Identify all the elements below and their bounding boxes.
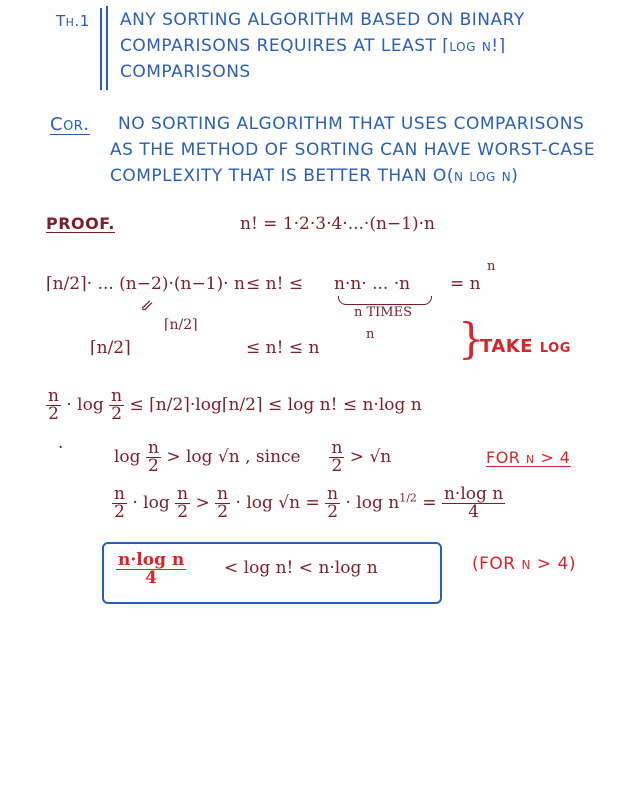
inequality-1-right: = n — [450, 274, 481, 294]
take-log-brace: } — [458, 314, 486, 363]
theorem-label: Th.1 — [56, 12, 90, 30]
corollary-line-2: AS THE METHOD OF SORTING CAN HAVE WORST-CASE — [110, 140, 596, 160]
n-times-label: n TIMES — [354, 305, 413, 320]
log-inequality: $\frac{n}{2}$ · log $\frac{n}{2}$ ≤ ⌈n/2⌉·log⌈n/2⌉ ≤ log n! ≤ n·log n — [48, 386, 422, 424]
theorem-line-2: COMPARISONS REQUIRES AT LEAST ⌈log n!⌉ — [120, 36, 506, 56]
theorem-line-3: COMPARISONS — [120, 62, 251, 82]
theorem-line-1: ANY SORTING ALGORITHM BASED ON BINARY — [120, 10, 525, 30]
factorial-definition: n! = 1·2·3·4·...·(n−1)·n — [240, 214, 435, 234]
chain-result-fraction: $\frac{\text{n·log n}}{4}$ — [443, 484, 504, 522]
inequality-2-superscript: ⌈n/2⌉ — [164, 317, 198, 333]
final-result-inequality: < log n! < n·log n — [224, 558, 378, 578]
since-inequality: log $\frac{n}{2}$ > log √n , since $\frac{n}{2}$ > √n — [114, 438, 392, 476]
theorem-bar-1 — [100, 8, 102, 90]
arrow-mark: ⇙ — [140, 296, 154, 315]
inequality-1-product: n·n· ... ·n — [334, 274, 411, 294]
inequality-2-mid: ≤ n! ≤ n — [246, 338, 320, 358]
fraction-n-over-2: $\frac{n}{2}$ — [48, 386, 59, 424]
proof-label: PROOF. — [46, 214, 115, 233]
for-n-condition: FOR n > 4 — [486, 448, 571, 467]
inequality-2-exponent: n — [366, 327, 375, 342]
inequality-2-a: ⌈n/2⌉ — [90, 338, 131, 358]
corollary-line-3: COMPLEXITY THAT IS BETTER THAN O(n log n) — [110, 166, 519, 186]
chain-equality: $\frac{n}{2}$ · log $\frac{n}{2}$ > $\frac{n}{2}$ · log √n = $\frac{n}{2}$ · $\log n^{1/2}$ = $\frac{\text{n·log n}}{4}$ — [114, 484, 504, 522]
theorem-bar-2 — [106, 6, 108, 90]
take-log-label: TAKE log — [480, 336, 571, 357]
n-times-brace — [338, 296, 432, 305]
inequality-1-mid: ≤ n! ≤ — [246, 274, 304, 294]
inequality-1-exponent: n — [487, 259, 496, 274]
fraction-n-over-2-b: $\frac{n}{2}$ — [111, 386, 123, 424]
corollary-label: Cor. — [50, 114, 90, 135]
corollary-line-1: NO SORTING ALGORITHM THAT USES COMPARISONS — [118, 114, 585, 134]
inequality-1-left: ⌈n/2⌉· ... (n−2)·(n−1)· n — [46, 274, 245, 294]
final-result-condition: (FOR n > 4) — [472, 554, 576, 574]
bullet-mark: · — [58, 438, 64, 458]
final-result-fraction: $\frac{\text{n·log n}}{4}$ — [118, 550, 185, 588]
